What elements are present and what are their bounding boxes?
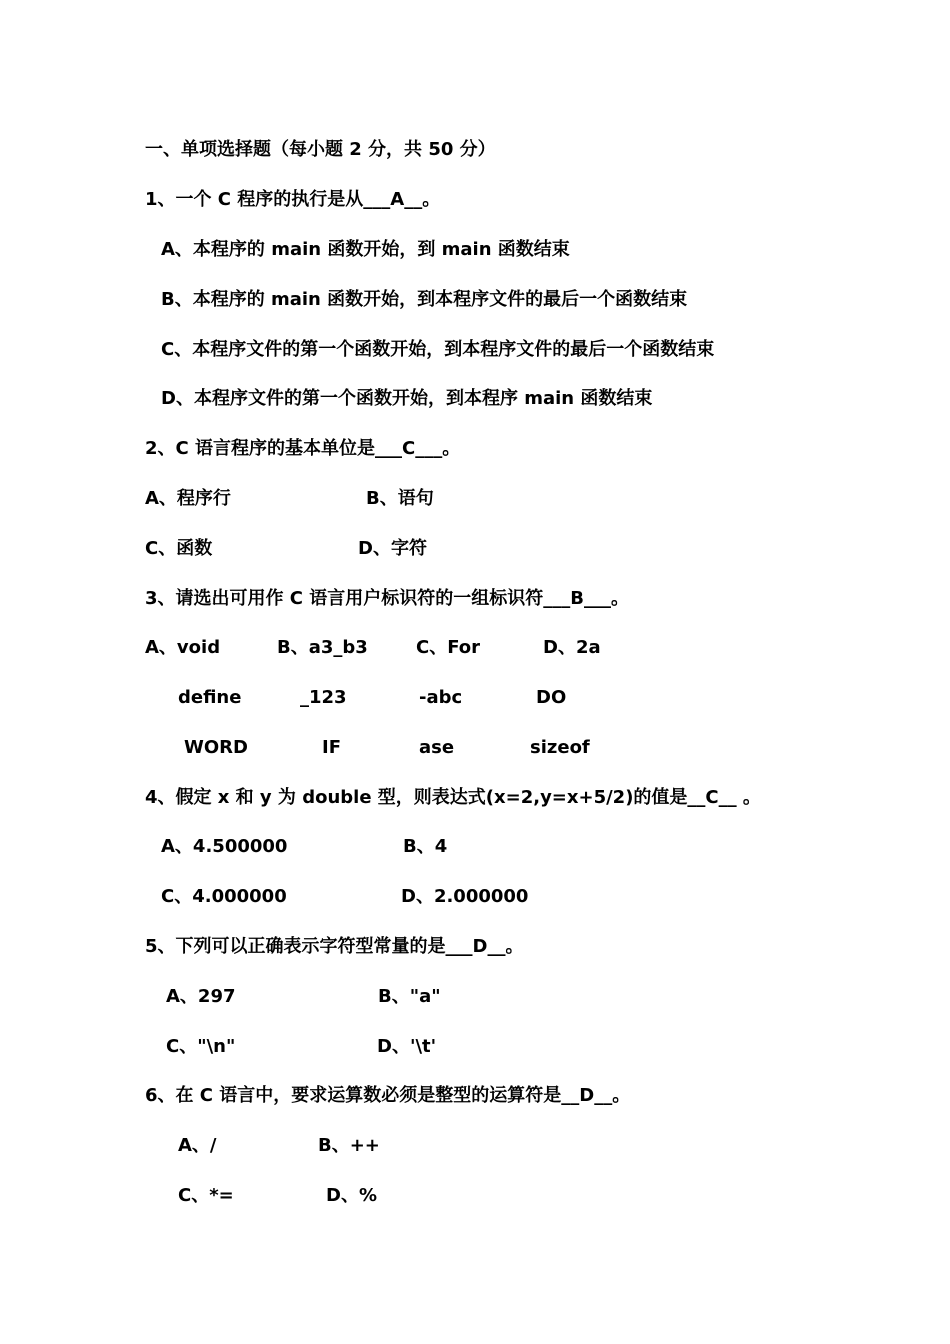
question-6-stem: 6、在 C 语言中，要求运算数必须是整型的运算符是__D__。 (145, 1085, 631, 1106)
question-5-option-b: B、"a" (378, 986, 441, 1007)
question-3-row3-c: ase (419, 737, 455, 758)
question-6-option-b: B、++ (318, 1135, 380, 1156)
question-1-option-c: C、本程序文件的第一个函数开始，到本程序文件的最后一个函数结束 (161, 339, 715, 360)
question-3-row2-c: -abc (419, 687, 463, 708)
question-2-stem: 2、C 语言程序的基本单位是___C___。 (145, 438, 461, 459)
question-4-option-d: D、2.000000 (401, 886, 529, 907)
question-3-row3-a: WORD (184, 737, 248, 758)
question-5-option-a: A、297 (166, 986, 236, 1007)
question-2-option-c: C、函数 (145, 538, 213, 559)
question-1-option-d: D、本程序文件的第一个函数开始，到本程序 main 函数结束 (161, 388, 653, 409)
question-3-row3-d: sizeof (530, 737, 590, 758)
question-1-option-b: B、本程序的 main 函数开始，到本程序文件的最后一个函数结束 (161, 289, 688, 310)
question-5-option-d: D、'\t' (377, 1036, 437, 1057)
question-4-stem: 4、假定 x 和 y 为 double 型，则表达式(x=2,y=x+5/2)的值是__C__ 。 (145, 787, 761, 808)
question-4-option-c: C、4.000000 (161, 886, 287, 907)
question-1-option-a: A、本程序的 main 函数开始，到 main 函数结束 (161, 239, 570, 260)
question-3-row2-b: _123 (300, 687, 347, 708)
question-3-stem: 3、请选出可用作 C 语言用户标识符的一组标识符___B___。 (145, 588, 629, 609)
question-2-option-d: D、字符 (358, 538, 427, 559)
question-3-option-d: D、2a (543, 637, 601, 658)
question-4-option-b: B、4 (403, 836, 448, 857)
question-3-option-c: C、For (416, 637, 481, 658)
question-3-option-b: B、a3_b3 (277, 637, 368, 658)
question-2-option-b: B、语句 (366, 488, 434, 509)
question-3-row2-a: define (178, 687, 242, 708)
question-3-option-a: A、void (145, 637, 221, 658)
question-1-stem: 1、一个 C 程序的执行是从___A__。 (145, 189, 441, 210)
question-5-stem: 5、下列可以正确表示字符型常量的是___D__。 (145, 936, 524, 957)
question-6-option-c: C、*= (178, 1185, 234, 1206)
question-3-row2-d: DO (536, 687, 567, 708)
question-4-option-a: A、4.500000 (161, 836, 288, 857)
question-6-option-a: A、/ (178, 1135, 217, 1156)
question-2-option-a: A、程序行 (145, 488, 231, 509)
question-3-row3-b: IF (322, 737, 341, 758)
section-title: 一、单项选择题（每小题 2 分，共 50 分） (145, 139, 496, 160)
question-5-option-c: C、"\n" (166, 1036, 236, 1057)
question-6-option-d: D、% (326, 1185, 377, 1206)
